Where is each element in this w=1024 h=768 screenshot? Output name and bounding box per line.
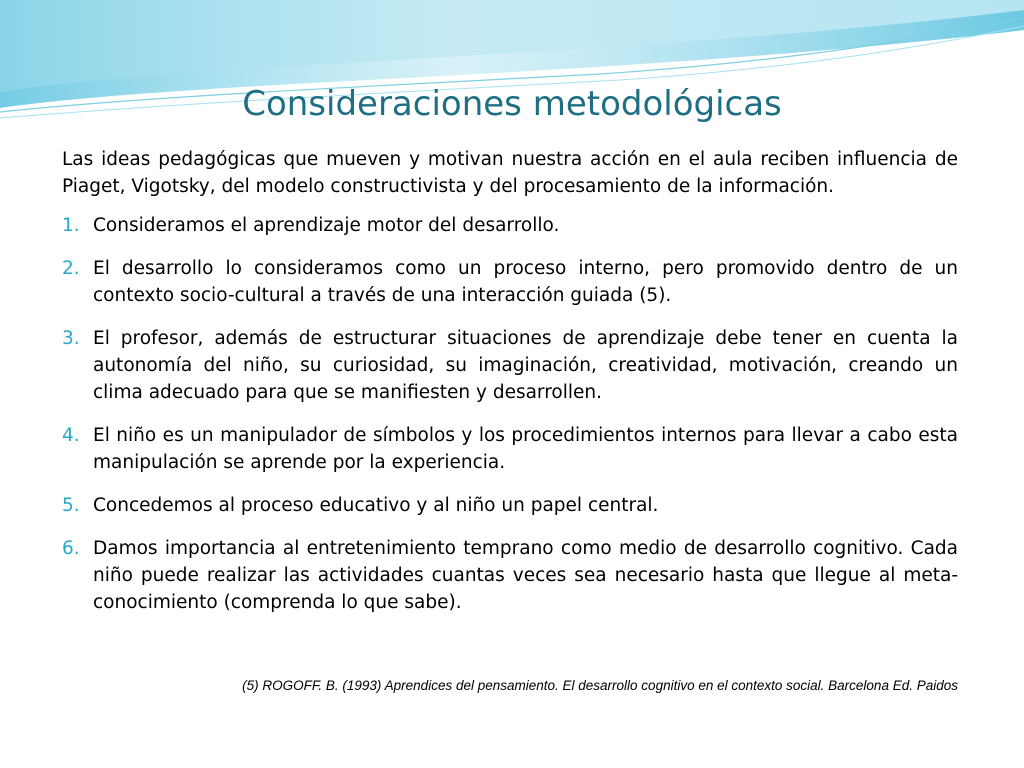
list-item	[62, 492, 958, 519]
list-item-text: El desarrollo lo consideramos como un proceso interno, pero promovido dentro de un contexto socio-cultural a través de una interacción guiada (5).	[93, 258, 958, 306]
reference-footnote: (5) ROGOFF. B. (1993) Aprendices del pensamiento. El desarrollo cognitivo en el contexto social. Barcelona Ed. Paidos	[242, 678, 958, 693]
list-item-number: 1.	[62, 215, 80, 236]
list-item-number: 5.	[62, 495, 80, 516]
list-item-text: Damos importancia al entretenimiento temprano como medio de desarrollo cognitivo. Cada niño puede realizar las actividades cuantas veces sea necesario hasta que llegue al meta-conocimiento (comprenda lo que sabe).	[93, 538, 958, 613]
list-item-number: 4.	[62, 425, 80, 446]
intro-paragraph: Las ideas pedagógicas que mueven y motivan nuestra acción en el aula reciben influencia de Piaget, Vigotsky, del modelo constructivista y del procesamiento de la información.	[62, 149, 958, 197]
list-item-text: El profesor, además de estructurar situaciones de aprendizaje debe tener en cuenta la autonomía del niño, su curiosidad, su imaginación, creatividad, motivación, creando un clima adecuado para que se manifiesten y desarrollen.	[93, 328, 958, 403]
list-item-number: 6.	[62, 538, 80, 559]
list-item-number: 2.	[62, 258, 80, 279]
list-item-text: Consideramos el aprendizaje motor del desarrollo.	[93, 215, 560, 236]
list-item-number: 3.	[62, 328, 80, 349]
slide-title: Consideraciones metodológicas	[242, 84, 782, 124]
list-item	[62, 325, 958, 406]
numbered-list	[62, 212, 958, 616]
list-item	[62, 212, 958, 239]
list-item	[62, 255, 958, 309]
list-item-text: Concedemos al proceso educativo y al niño un papel central.	[93, 495, 659, 516]
list-item	[62, 422, 958, 476]
list-item	[62, 535, 958, 616]
list-item-text: El niño es un manipulador de símbolos y los procedimientos internos para llevar a cabo esta manipulación se aprende por la experiencia.	[93, 425, 958, 473]
slide-body	[62, 146, 958, 632]
